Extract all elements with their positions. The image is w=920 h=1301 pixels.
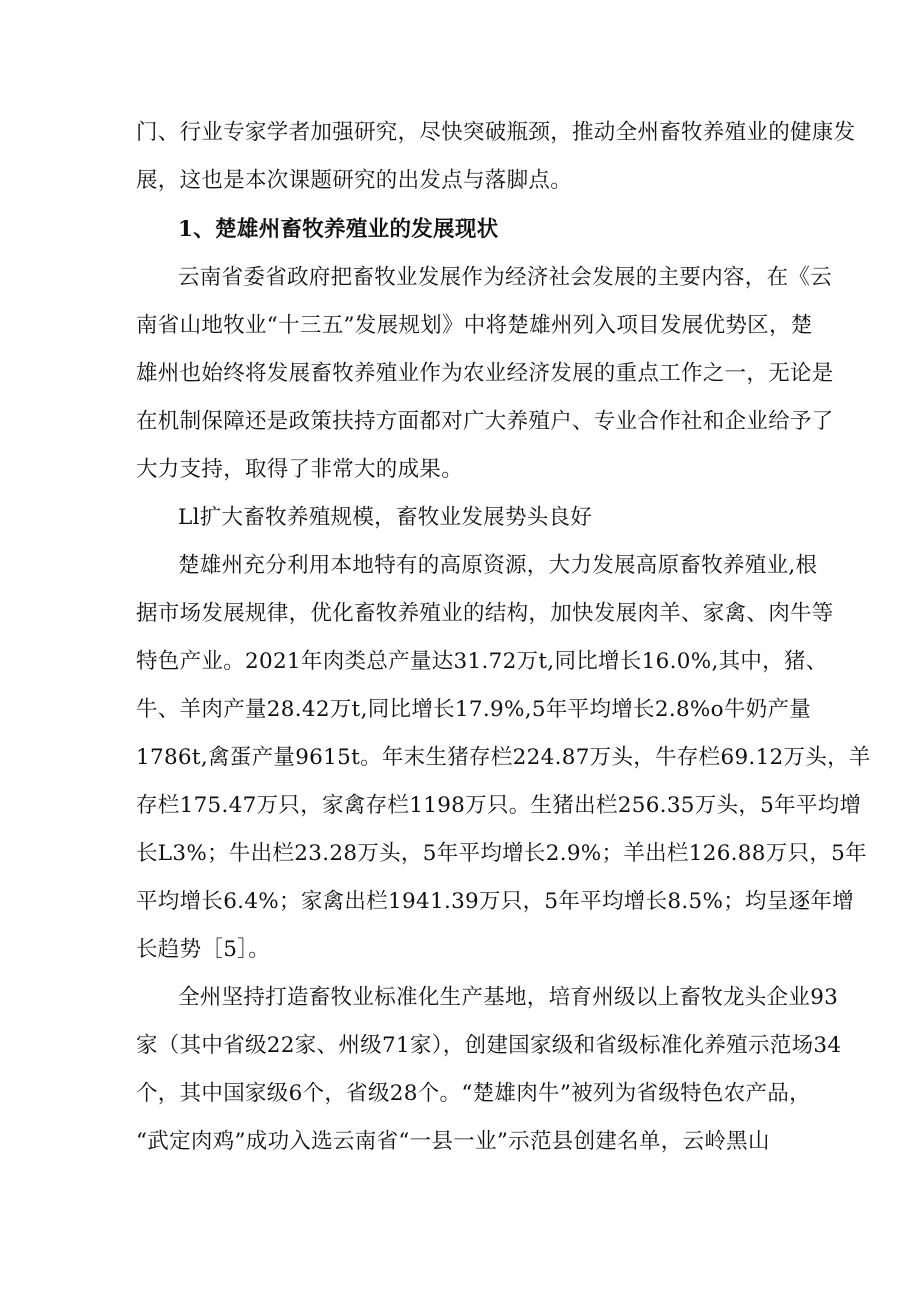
paragraph-line: 楚雄州充分利用本地特有的高原资源，大力发展高原畜牧养殖业,根 [178,553,818,578]
subsection-heading: Ll扩大畜牧养殖规模，畜牧业发展势头良好 [178,505,593,530]
section-heading: 1、楚雄州畜牧养殖业的发展现状 [178,217,499,242]
paragraph-line: 大力支持，取得了非常大的成果。 [136,457,464,482]
paragraph-line: 家（其中省级22家、州级71家），创建国家级和省级标准化养殖示范场34 [136,1033,842,1058]
paragraph-line: 长趋势［5］。 [136,937,271,962]
paragraph-line: 1786t,禽蛋产量9615t。年末生猪存栏224.87万头，牛存栏69.12万头，羊 [136,745,871,770]
paragraph-line: 特色产业。2021年肉类总产量达31.72万t,同比增长16.0%,其中，猪、 [136,649,828,674]
paragraph-line: 据市场发展规律，优化畜牧养殖业的结构，加快发展肉羊、家禽、肉牛等 [136,601,834,626]
paragraph-line: 云南省委省政府把畜牧业发展作为经济社会发展的主要内容，在《云 [178,265,833,290]
paragraph-line: “武定肉鸡”成功入选云南省“一县一业”示范县创建名单，云岭黑山 [136,1129,770,1154]
paragraph-line: 展，这也是本次课题研究的出发点与落脚点。 [136,168,573,193]
paragraph-line: 在机制保障还是政策扶持方面都对广大养殖户、专业合作社和企业给予了 [136,409,834,434]
paragraph-line: 南省山地牧业“十三五”发展规划》中将楚雄州列入项目发展优势区，楚 [136,313,813,338]
paragraph-line: 平均增长6.4%；家禽出栏1941.39万只，5年平均增长8.5%；均呈逐年增 [136,889,855,914]
paragraph-line: 长L3%；牛出栏23.28万头，5年平均增长2.9%；羊出栏126.88万只，5年 [136,841,867,866]
paragraph-line: 存栏175.47万只，家禽存栏1198万只。生猪出栏256.35万头，5年平均增 [136,793,862,818]
paragraph-line: 牛、羊肉产量28.42万t,同比增长17.9%,5年平均增长2.8%o牛奶产量 [136,697,812,722]
paragraph-line: 个，其中国家级6个，省级28个。“楚雄肉牛”被列为省级特色农产品， [136,1081,811,1106]
paragraph-line: 全州坚持打造畜牧业标准化生产基地，培育州级以上畜牧龙头企业93 [178,985,839,1010]
paragraph-line: 雄州也始终将发展畜牧养殖业作为农业经济发展的重点工作之一，无论是 [136,361,834,386]
paragraph-line: 门、行业专家学者加强研究，尽快突破瓶颈，推动全州畜牧养殖业的健康发 [136,120,856,145]
